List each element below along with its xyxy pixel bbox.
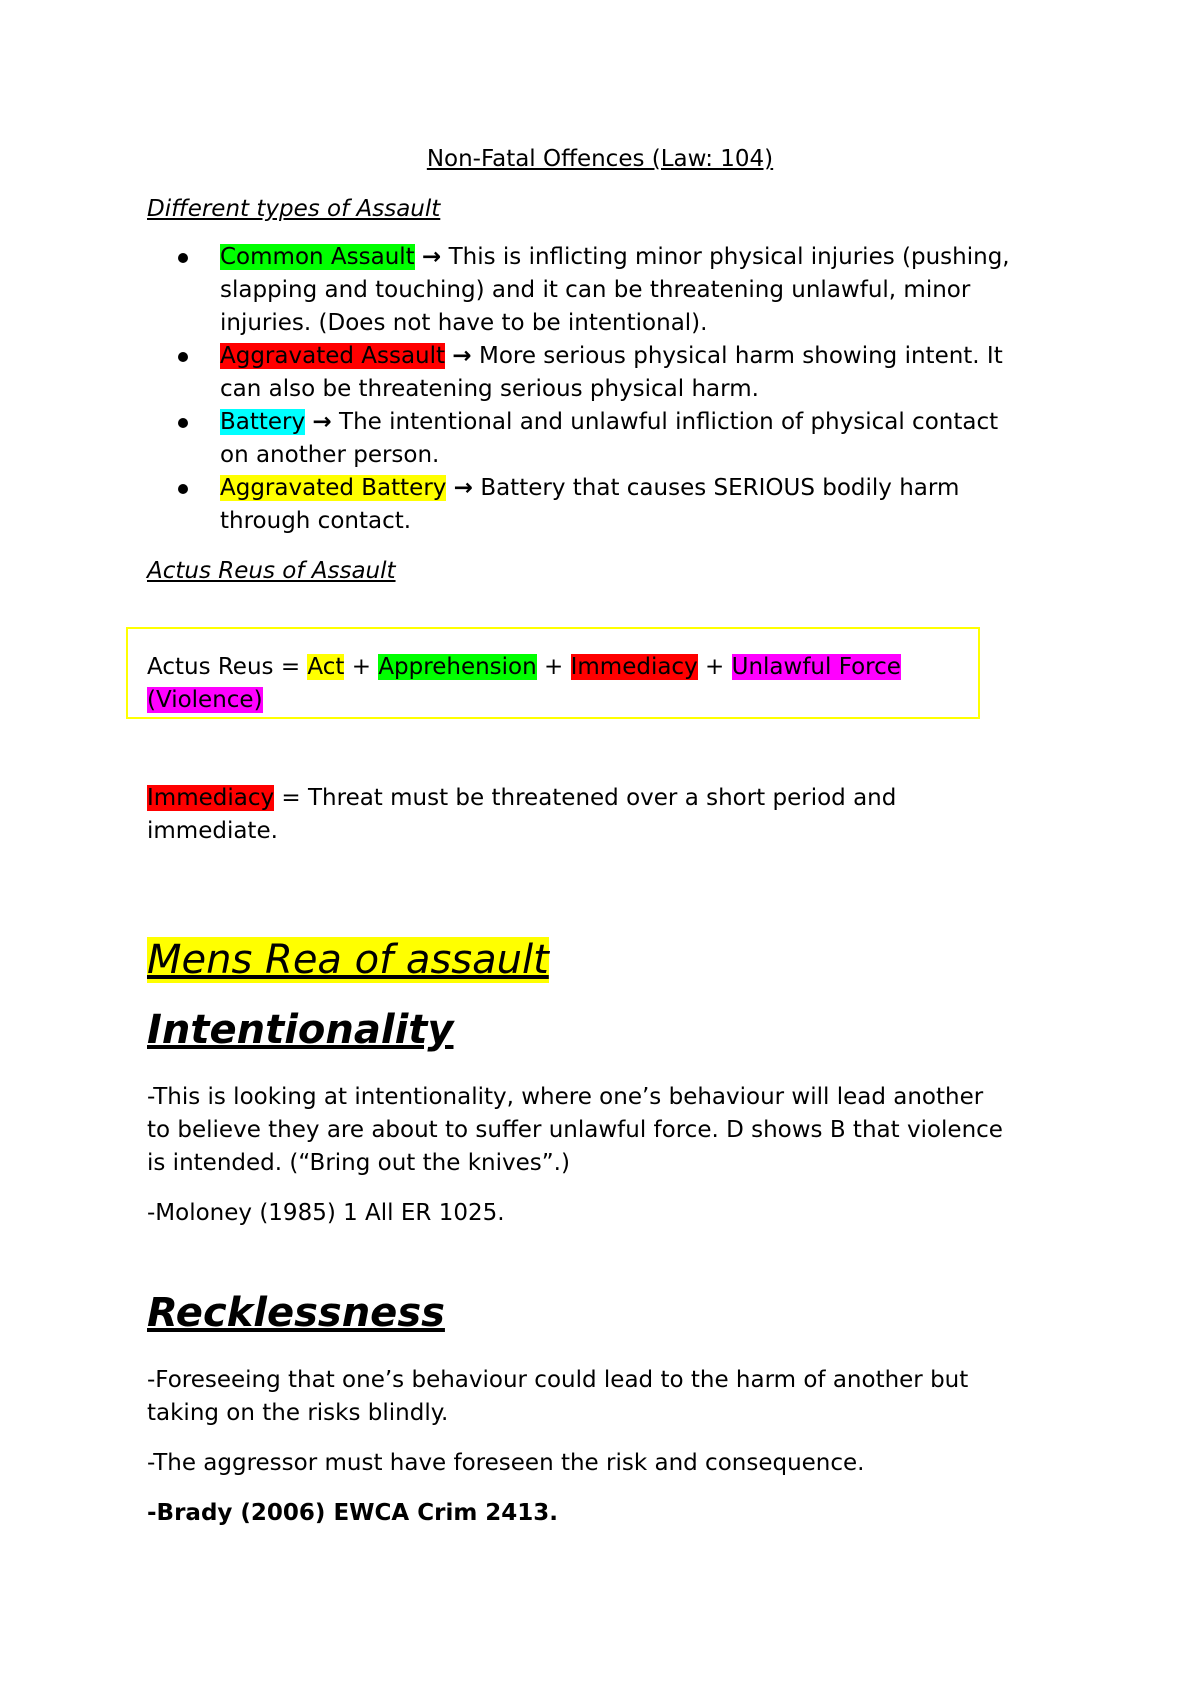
term-aggravated-battery: Aggravated Battery — [220, 475, 447, 501]
bullet-text-line: More serious physical harm showing intent. It — [478, 343, 1003, 369]
formula-plus: + — [536, 654, 571, 680]
recklessness-heading: Recklessness — [147, 1290, 445, 1336]
immediacy-definition — [147, 782, 896, 815]
term-aggravated-assault: Aggravated Assault — [220, 343, 446, 369]
case-citation: -Moloney (1985) 1 All ER 1025. — [147, 1200, 505, 1226]
bullet-text-line: Battery that causes SERIOUS bodily harm — [480, 475, 960, 501]
arrow-icon: → — [452, 343, 472, 369]
term-common-assault: Common Assault — [220, 244, 415, 270]
types-heading: Different types of Assault — [147, 196, 441, 222]
bullet-text-line: slapping and touching) and it can be threatening unlawful, minor — [220, 277, 971, 303]
bullet-text-line: can also be threatening serious physical harm. — [220, 376, 759, 402]
case-citation: -Brady (2006) EWCA Crim 2413. — [147, 1500, 559, 1526]
arrow-icon: → — [422, 244, 442, 270]
formula-immediacy: Immediacy — [570, 654, 698, 680]
formula-apprehension: Apprehension — [378, 654, 537, 680]
list-item — [147, 241, 1067, 340]
paragraph-line: is intended. (“Bring out the knives”.) — [147, 1150, 570, 1176]
formula-lhs: Actus Reus = — [147, 654, 308, 680]
immediacy-term: Immediacy — [147, 785, 275, 811]
formula-line-1 — [147, 651, 901, 684]
bullet-dot — [178, 352, 188, 362]
paragraph-line: taking on the risks blindly. — [147, 1400, 449, 1426]
formula-act: Act — [307, 654, 345, 680]
formula-violence: (Violence) — [147, 687, 263, 713]
actus-reus-heading: Actus Reus of Assault — [147, 558, 396, 584]
page-title: Non-Fatal Offences (Law: 104) — [426, 146, 774, 172]
formula-plus: + — [697, 654, 732, 680]
formula-line-2 — [147, 684, 263, 717]
formula-unlawful-force: Unlawful Force — [731, 654, 901, 680]
formula-plus: + — [344, 654, 379, 680]
paragraph-line: -This is looking at intentionality, where one’s behaviour will lead another — [147, 1084, 984, 1110]
immediacy-definition-line-2: immediate. — [147, 818, 278, 844]
paragraph-line: to believe they are about to suffer unlawful force. D shows B that violence — [147, 1117, 1003, 1143]
mens-rea-heading — [147, 937, 549, 983]
bullet-list — [147, 241, 1067, 538]
bullet-text-line: on another person. — [220, 442, 440, 468]
list-item — [147, 340, 1067, 406]
bullet-text-line: through contact. — [220, 508, 412, 534]
term-battery: Battery — [220, 409, 306, 435]
intentionality-heading: Intentionality — [147, 1007, 454, 1053]
bullet-dot — [178, 418, 188, 428]
arrow-icon: → — [453, 475, 473, 501]
immediacy-text: = Threat must be threatened over a short period and — [274, 785, 897, 811]
bullet-text-line: This is inflicting minor physical injuries (pushing, — [448, 244, 1010, 270]
bullet-text-line: The intentional and unlawful infliction of physical contact — [339, 409, 999, 435]
paragraph-line: -Foreseeing that one’s behaviour could lead to the harm of another but — [147, 1367, 969, 1393]
list-item — [147, 406, 1067, 472]
arrow-icon: → — [312, 409, 332, 435]
list-item — [147, 472, 1067, 538]
bullet-dot — [178, 253, 188, 263]
paragraph-line: -The aggressor must have foreseen the risk and consequence. — [147, 1450, 865, 1476]
bullet-dot — [178, 484, 188, 494]
bullet-text-line: injuries. (Does not have to be intentional). — [220, 310, 708, 336]
mens-rea-heading-text: Mens Rea of assault — [147, 937, 549, 983]
